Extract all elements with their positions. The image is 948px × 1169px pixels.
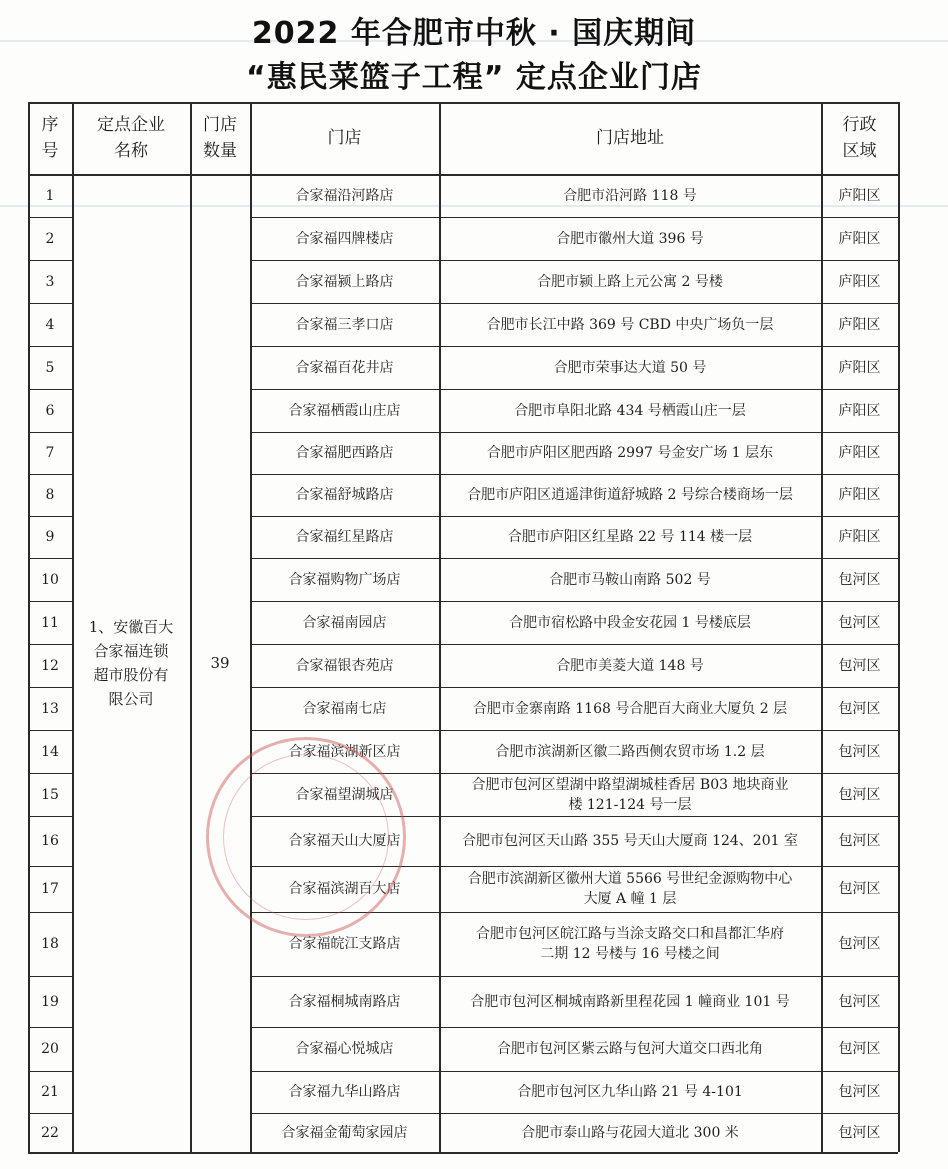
row-address — [439, 976, 821, 1027]
row-store-name — [250, 174, 439, 217]
row-seq — [28, 1113, 72, 1152]
row-store-name-text: 合家福舒城路店 — [295, 487, 394, 503]
row-store-name-text: 合家福银杏苑店 — [295, 657, 394, 674]
row-seq-text: 6 — [45, 402, 55, 419]
row-district — [821, 432, 898, 474]
row-address-text: 合肥市包河区望湖中路望湖城桂香居 B03 地块商业 楼 121-124 号一层 — [471, 776, 789, 813]
row-seq — [28, 644, 72, 687]
row-district-text: 庐阳区 — [838, 187, 881, 204]
row-district — [821, 558, 898, 601]
store-count-text: 39 — [210, 654, 230, 672]
row-address-text: 合肥市徽州大道 396 号 — [556, 230, 704, 247]
row-district-text: 包河区 — [838, 614, 881, 631]
row-address-text: 合肥市滨湖新区徽州大道 5566 号世纪金源购物中心 大厦 A 幢 1 层 — [467, 871, 793, 907]
row-store-name — [250, 346, 439, 389]
row-address-text: 合肥市马鞍山南路 502 号 — [549, 571, 711, 588]
row-district-text: 包河区 — [838, 833, 881, 849]
row-address — [439, 912, 821, 976]
row-district — [821, 516, 898, 558]
row-address-text: 合肥市荣事达大道 50 号 — [553, 359, 707, 376]
row-district — [821, 174, 898, 217]
row-district — [821, 260, 898, 303]
row-address-text: 合肥市阜阳北路 434 号栖霞山庄一层 — [514, 402, 746, 419]
row-address-text: 合肥市泰山路与花园大道北 300 米 — [521, 1124, 739, 1141]
row-district — [821, 912, 898, 976]
row-district-text: 包河区 — [838, 786, 881, 803]
document-title-line-2: “惠民菜篮子工程” 定点企业门店 — [246, 60, 702, 95]
row-store-name — [250, 730, 439, 773]
row-district-text: 包河区 — [838, 1084, 881, 1100]
header-count — [190, 102, 250, 174]
row-seq-text: 8 — [45, 487, 55, 503]
row-store-name — [250, 644, 439, 687]
row-address-text: 合肥市庐阳区肥西路 2997 号金安广场 1 层东 — [486, 445, 774, 461]
row-seq-text: 21 — [41, 1084, 59, 1100]
row-address — [439, 217, 821, 260]
header-address-text: 门店地址 — [596, 128, 664, 148]
row-store-name-text: 合家福望湖城店 — [295, 786, 394, 803]
row-store-name — [250, 601, 439, 644]
row-address — [439, 644, 821, 687]
row-district — [821, 389, 898, 432]
row-store-name-text: 合家福天山大厦店 — [288, 833, 401, 849]
row-address — [439, 474, 821, 516]
row-district-text: 庐阳区 — [838, 316, 881, 333]
row-district — [821, 1113, 898, 1152]
row-address-text: 合肥市宿松路中段金安花园 1 号楼底层 — [509, 614, 751, 631]
row-store-name-text: 合家福滨湖百大店 — [288, 881, 401, 897]
row-address — [439, 516, 821, 558]
row-address-text: 合肥市长江中路 369 号 CBD 中央广场负一层 — [486, 316, 774, 333]
row-district-text: 庐阳区 — [838, 445, 881, 461]
row-seq-text: 3 — [45, 273, 55, 290]
row-address-text: 合肥市包河区九华山路 21 号 4-101 — [517, 1084, 743, 1100]
row-seq — [28, 816, 72, 866]
row-address — [439, 866, 821, 912]
row-district — [821, 644, 898, 687]
header-store — [250, 102, 439, 174]
table-rule — [28, 1152, 898, 1154]
row-address — [439, 773, 821, 816]
row-address — [439, 1113, 821, 1152]
row-address — [439, 432, 821, 474]
row-district-text: 庐阳区 — [838, 487, 881, 503]
document-title-line-1: 2022 年合肥市中秋 · 国庆期间 — [251, 16, 697, 51]
row-seq — [28, 174, 72, 217]
row-address-text: 合肥市庐阳区逍遥津街道舒城路 2 号综合楼商场一层 — [467, 487, 793, 503]
row-district-text: 庐阳区 — [838, 230, 881, 247]
row-store-name-text: 合家福皖江支路店 — [288, 936, 401, 952]
row-address — [439, 816, 821, 866]
row-district-text: 包河区 — [838, 1124, 881, 1141]
row-seq — [28, 601, 72, 644]
row-district-text: 包河区 — [838, 993, 881, 1010]
row-store-name — [250, 516, 439, 558]
row-district — [821, 346, 898, 389]
row-seq — [28, 217, 72, 260]
row-store-name — [250, 1071, 439, 1113]
row-address-text: 合肥市庐阳区红星路 22 号 114 楼一层 — [507, 529, 753, 545]
row-address — [439, 303, 821, 346]
row-seq — [28, 730, 72, 773]
row-seq — [28, 1071, 72, 1113]
header-address — [439, 102, 821, 174]
row-seq — [28, 303, 72, 346]
header-district — [821, 102, 898, 174]
row-seq-text: 19 — [41, 993, 59, 1010]
row-store-name-text: 合家福颍上路店 — [295, 273, 394, 290]
row-seq-text: 12 — [41, 657, 59, 674]
row-store-name — [250, 773, 439, 816]
row-district-text: 庐阳区 — [838, 273, 881, 290]
row-seq — [28, 912, 72, 976]
row-seq-text: 13 — [41, 700, 59, 717]
row-seq-text: 20 — [41, 1041, 59, 1057]
row-address — [439, 389, 821, 432]
row-store-name-text: 合家福沿河路店 — [295, 187, 394, 204]
row-seq-text: 17 — [41, 881, 59, 897]
row-district — [821, 773, 898, 816]
row-seq-text: 18 — [41, 936, 59, 952]
row-address — [439, 687, 821, 730]
store-table — [28, 102, 898, 1152]
row-store-name — [250, 432, 439, 474]
company-name-text: 1、安徽百大 合家福连锁 超市股份有 限公司 — [88, 618, 174, 708]
header-seq — [28, 102, 72, 174]
row-store-name-text: 合家福红星路店 — [295, 529, 394, 545]
row-store-name-text: 合家福南园店 — [302, 614, 387, 631]
row-store-name-text: 合家福心悦城店 — [295, 1041, 394, 1057]
row-district-text: 包河区 — [838, 700, 881, 717]
row-seq-text: 16 — [41, 833, 59, 849]
row-store-name — [250, 474, 439, 516]
row-store-name-text: 合家福九华山路店 — [288, 1084, 401, 1100]
store-count — [190, 174, 250, 1152]
row-seq — [28, 866, 72, 912]
row-seq — [28, 687, 72, 730]
header-district-text: 行政 区域 — [842, 115, 877, 161]
row-store-name — [250, 217, 439, 260]
row-address — [439, 558, 821, 601]
row-seq-text: 11 — [41, 614, 59, 631]
row-district — [821, 816, 898, 866]
row-address — [439, 1071, 821, 1113]
row-store-name — [250, 303, 439, 346]
row-address-text: 合肥市包河区天山路 355 号天山大厦商 124、201 室 — [462, 833, 798, 849]
header-count-text: 门店 数量 — [203, 115, 237, 161]
row-district-text: 包河区 — [838, 571, 881, 588]
row-district-text: 包河区 — [838, 881, 881, 897]
row-store-name-text: 合家福百花井店 — [295, 359, 394, 376]
row-store-name — [250, 976, 439, 1027]
row-district — [821, 217, 898, 260]
row-address — [439, 346, 821, 389]
row-address — [439, 730, 821, 773]
row-store-name-text: 合家福四牌楼店 — [295, 230, 394, 247]
row-store-name-text: 合家福桐城南路店 — [288, 993, 401, 1010]
row-address-text: 合肥市金寨南路 1168 号合肥百大商业大厦负 2 层 — [472, 700, 788, 717]
row-store-name — [250, 866, 439, 912]
row-address — [439, 260, 821, 303]
row-seq — [28, 432, 72, 474]
row-seq — [28, 346, 72, 389]
row-store-name-text: 合家福三孝口店 — [295, 316, 394, 333]
row-seq — [28, 558, 72, 601]
row-address-text: 合肥市包河区桐城南路新里程花园 1 幢商业 101 号 — [470, 993, 790, 1010]
row-address-text: 合肥市包河区皖江路与当涂支路交口和昌都汇华府 二期 12 号楼与 16 号楼之间 — [476, 926, 784, 962]
header-company-text: 定点企业 名称 — [97, 115, 165, 161]
row-store-name — [250, 687, 439, 730]
row-seq-text: 10 — [41, 571, 59, 588]
row-district — [821, 976, 898, 1027]
row-address-text: 合肥市美菱大道 148 号 — [556, 657, 704, 674]
row-district-text: 庐阳区 — [838, 359, 881, 376]
row-address — [439, 601, 821, 644]
row-seq-text: 1 — [45, 187, 55, 204]
row-seq — [28, 976, 72, 1027]
row-district — [821, 1027, 898, 1071]
row-store-name — [250, 1027, 439, 1071]
row-district-text: 包河区 — [838, 1041, 881, 1057]
row-district-text: 包河区 — [838, 936, 881, 952]
row-store-name-text: 合家福购物广场店 — [288, 571, 401, 588]
row-seq — [28, 474, 72, 516]
row-seq — [28, 260, 72, 303]
row-seq-text: 5 — [45, 359, 55, 376]
row-district — [821, 303, 898, 346]
row-store-name — [250, 1113, 439, 1152]
row-address-text: 合肥市沿河路 118 号 — [563, 187, 697, 204]
row-district — [821, 687, 898, 730]
row-store-name-text: 合家福南七店 — [302, 700, 387, 717]
company-name — [72, 174, 190, 1152]
row-store-name — [250, 912, 439, 976]
row-store-name-text: 合家福肥西路店 — [295, 445, 394, 461]
row-seq — [28, 1027, 72, 1071]
header-store-text: 门店 — [327, 128, 362, 148]
row-store-name — [250, 389, 439, 432]
row-store-name-text: 合家福滨湖新区店 — [288, 743, 401, 760]
row-district — [821, 474, 898, 516]
header-company — [72, 102, 190, 174]
row-store-name-text: 合家福栖霞山庄店 — [288, 402, 401, 419]
row-seq — [28, 773, 72, 816]
row-seq — [28, 516, 72, 558]
row-seq-text: 7 — [45, 445, 55, 461]
row-seq-text: 9 — [45, 529, 55, 545]
row-address-text: 合肥市滨湖新区徽二路西侧农贸市场 1.2 层 — [495, 743, 765, 760]
row-address-text: 合肥市包河区紫云路与包河大道交口西北角 — [497, 1041, 763, 1057]
row-address — [439, 1027, 821, 1071]
table-rule — [898, 102, 900, 1152]
row-seq-text: 2 — [45, 230, 55, 247]
row-district — [821, 601, 898, 644]
row-district — [821, 730, 898, 773]
row-district — [821, 866, 898, 912]
row-district-text: 包河区 — [838, 657, 881, 674]
row-district-text: 庐阳区 — [838, 529, 881, 545]
row-store-name-text: 合家福金葡萄家园店 — [281, 1124, 408, 1141]
row-seq-text: 15 — [41, 786, 59, 803]
row-address — [439, 174, 821, 217]
row-store-name — [250, 260, 439, 303]
row-store-name — [250, 816, 439, 866]
row-district — [821, 1071, 898, 1113]
row-seq-text: 4 — [45, 316, 55, 333]
header-seq-text: 序 号 — [41, 115, 59, 161]
row-address-text: 合肥市颍上路上元公寓 2 号楼 — [537, 273, 723, 290]
row-seq-text: 14 — [41, 743, 59, 760]
row-store-name — [250, 558, 439, 601]
row-seq — [28, 389, 72, 432]
row-seq-text: 22 — [41, 1124, 59, 1141]
row-district-text: 包河区 — [838, 743, 881, 760]
row-district-text: 庐阳区 — [838, 402, 881, 419]
